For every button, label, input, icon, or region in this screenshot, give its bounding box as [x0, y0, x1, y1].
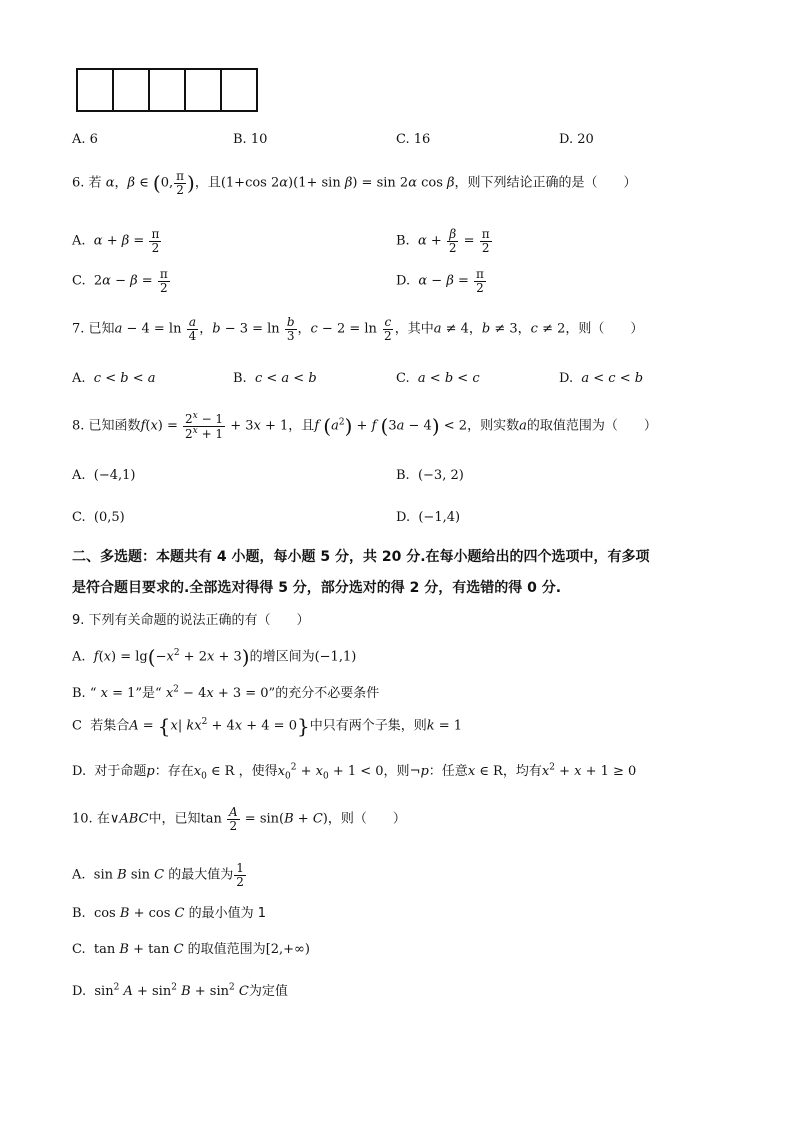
q9-stem: 9. 下列有关命题的说法正确的有（ ）: [72, 613, 310, 628]
q7-stem: 7. 已知a − 4 = ln $\frac{a}{4}$ ，b − 3 = ln $\frac{b}{3}$ ，c − 2 = ln $\frac{c}{2}$ ，其中a ≠ 4，b ≠ 3，c ≠ 2，则（ ）: [72, 315, 644, 343]
q10-stem: 10. 在∨ABC中，已知tan $\frac{A}{2}$ = sin(B + C)，则（ ）: [72, 805, 406, 833]
q8-stem: 8. 已知函数f(x) = $\frac{2^x - 1}{2^x + 1}$ + 3x + 1，且f $(a^2) + f$ (3a − 4) < 2，则实数a的取值范围为（ ）: [72, 411, 657, 441]
q10-option-b: B. cos B + cos C 的最小值为 1: [72, 906, 267, 921]
q10-option-a: A. sin B sin C 的最大值为 $\frac{1}{2}$: [72, 861, 244, 889]
section-heading-line1: 二、多选题：本题共有 4 小题，每小题 5 分，共 20 分.在每小题给出的四个选项中，有多项: [72, 549, 650, 565]
q8-option-a: A. (−4,1): [72, 468, 136, 483]
answer-grid-boxes: [76, 68, 258, 112]
q7-option-d: D. a < c < b: [559, 371, 644, 386]
q5-option-b: B. 10: [233, 132, 268, 147]
q6-stem: 6. 若 α，β ∈ (0, $\frac{\pi}{2}$ )，且(1+cos 2α)(1+ sin β) = sin 2α cos β，则下列结论正确的是（ ）: [72, 169, 637, 197]
q7-option-a: A. c < b < a: [72, 371, 156, 386]
q10-option-c: C. tan B + tan C 的取值范围为[2,+∞): [72, 942, 310, 957]
q6-option-c: C. 2α − β = $\frac{\pi}{2}$: [72, 267, 168, 295]
fraction: $\frac{\pi}{2}$: [176, 169, 185, 197]
q7-option-c: C. a < b < c: [396, 371, 480, 386]
q8-option-b: B. (−3, 2): [396, 468, 464, 483]
q6-and: ，且: [194, 175, 221, 191]
q6-number: 6.: [72, 175, 85, 191]
q6-option-d: D. α − β = $\frac{\pi}{2}$: [396, 267, 484, 295]
grid-cell: [78, 68, 114, 112]
q9-option-b: B. “ x = 1”是“ $x^2 - 4x + 3 = 0$”的充分不必要条件: [72, 684, 380, 701]
q8-option-c: C. (0,5): [72, 510, 125, 525]
q5-option-c: C. 16: [396, 132, 431, 147]
grid-cell: [114, 68, 150, 112]
grid-cell: [186, 68, 222, 112]
q6-option-a: A. α + β = $\frac{\pi}{2}$: [72, 227, 160, 255]
q9-option-c: C 若集合A = {x| $kx^2 + 4x + 4 = 0$}中只有两个子集，则k = 1: [72, 714, 463, 738]
q6-tail: ，则下列结论正确的是（ ）: [454, 175, 637, 191]
q6-option-b: B. α + $\frac{\beta}{2}$ = $\frac{\pi}{2}$: [396, 227, 490, 255]
grid-cell: [222, 68, 258, 112]
section-heading-line2: 是符合题目要求的.全部选对得得 5 分，部分选对的得 2 分，有选错的得 0 分.: [72, 580, 562, 596]
q9-option-d: D. 对于命题p：存在$x_0$ ∈ R ，使得$x_0^2 + x_0 + 1 < 0$，则¬p：任意x ∈ R，均有$x^2 + x + 1 \ge 0$: [72, 762, 637, 782]
q9-option-a: A. $f(x) = \lg(-x^2 + 2x + 3)$的增区间为(−1,1): [72, 645, 357, 669]
q7-option-b: B. c < a < b: [233, 371, 317, 386]
q10-option-d: D. $\sin^2 A + \sin^2 B + \sin^2 C$为定值: [72, 982, 288, 999]
q6-if: 若: [88, 175, 102, 191]
grid-cell: [150, 68, 186, 112]
q5-option-a: A. 6: [72, 132, 98, 147]
q5-option-d: D. 20: [559, 132, 594, 147]
q8-option-d: D. (−1,4): [396, 510, 461, 525]
